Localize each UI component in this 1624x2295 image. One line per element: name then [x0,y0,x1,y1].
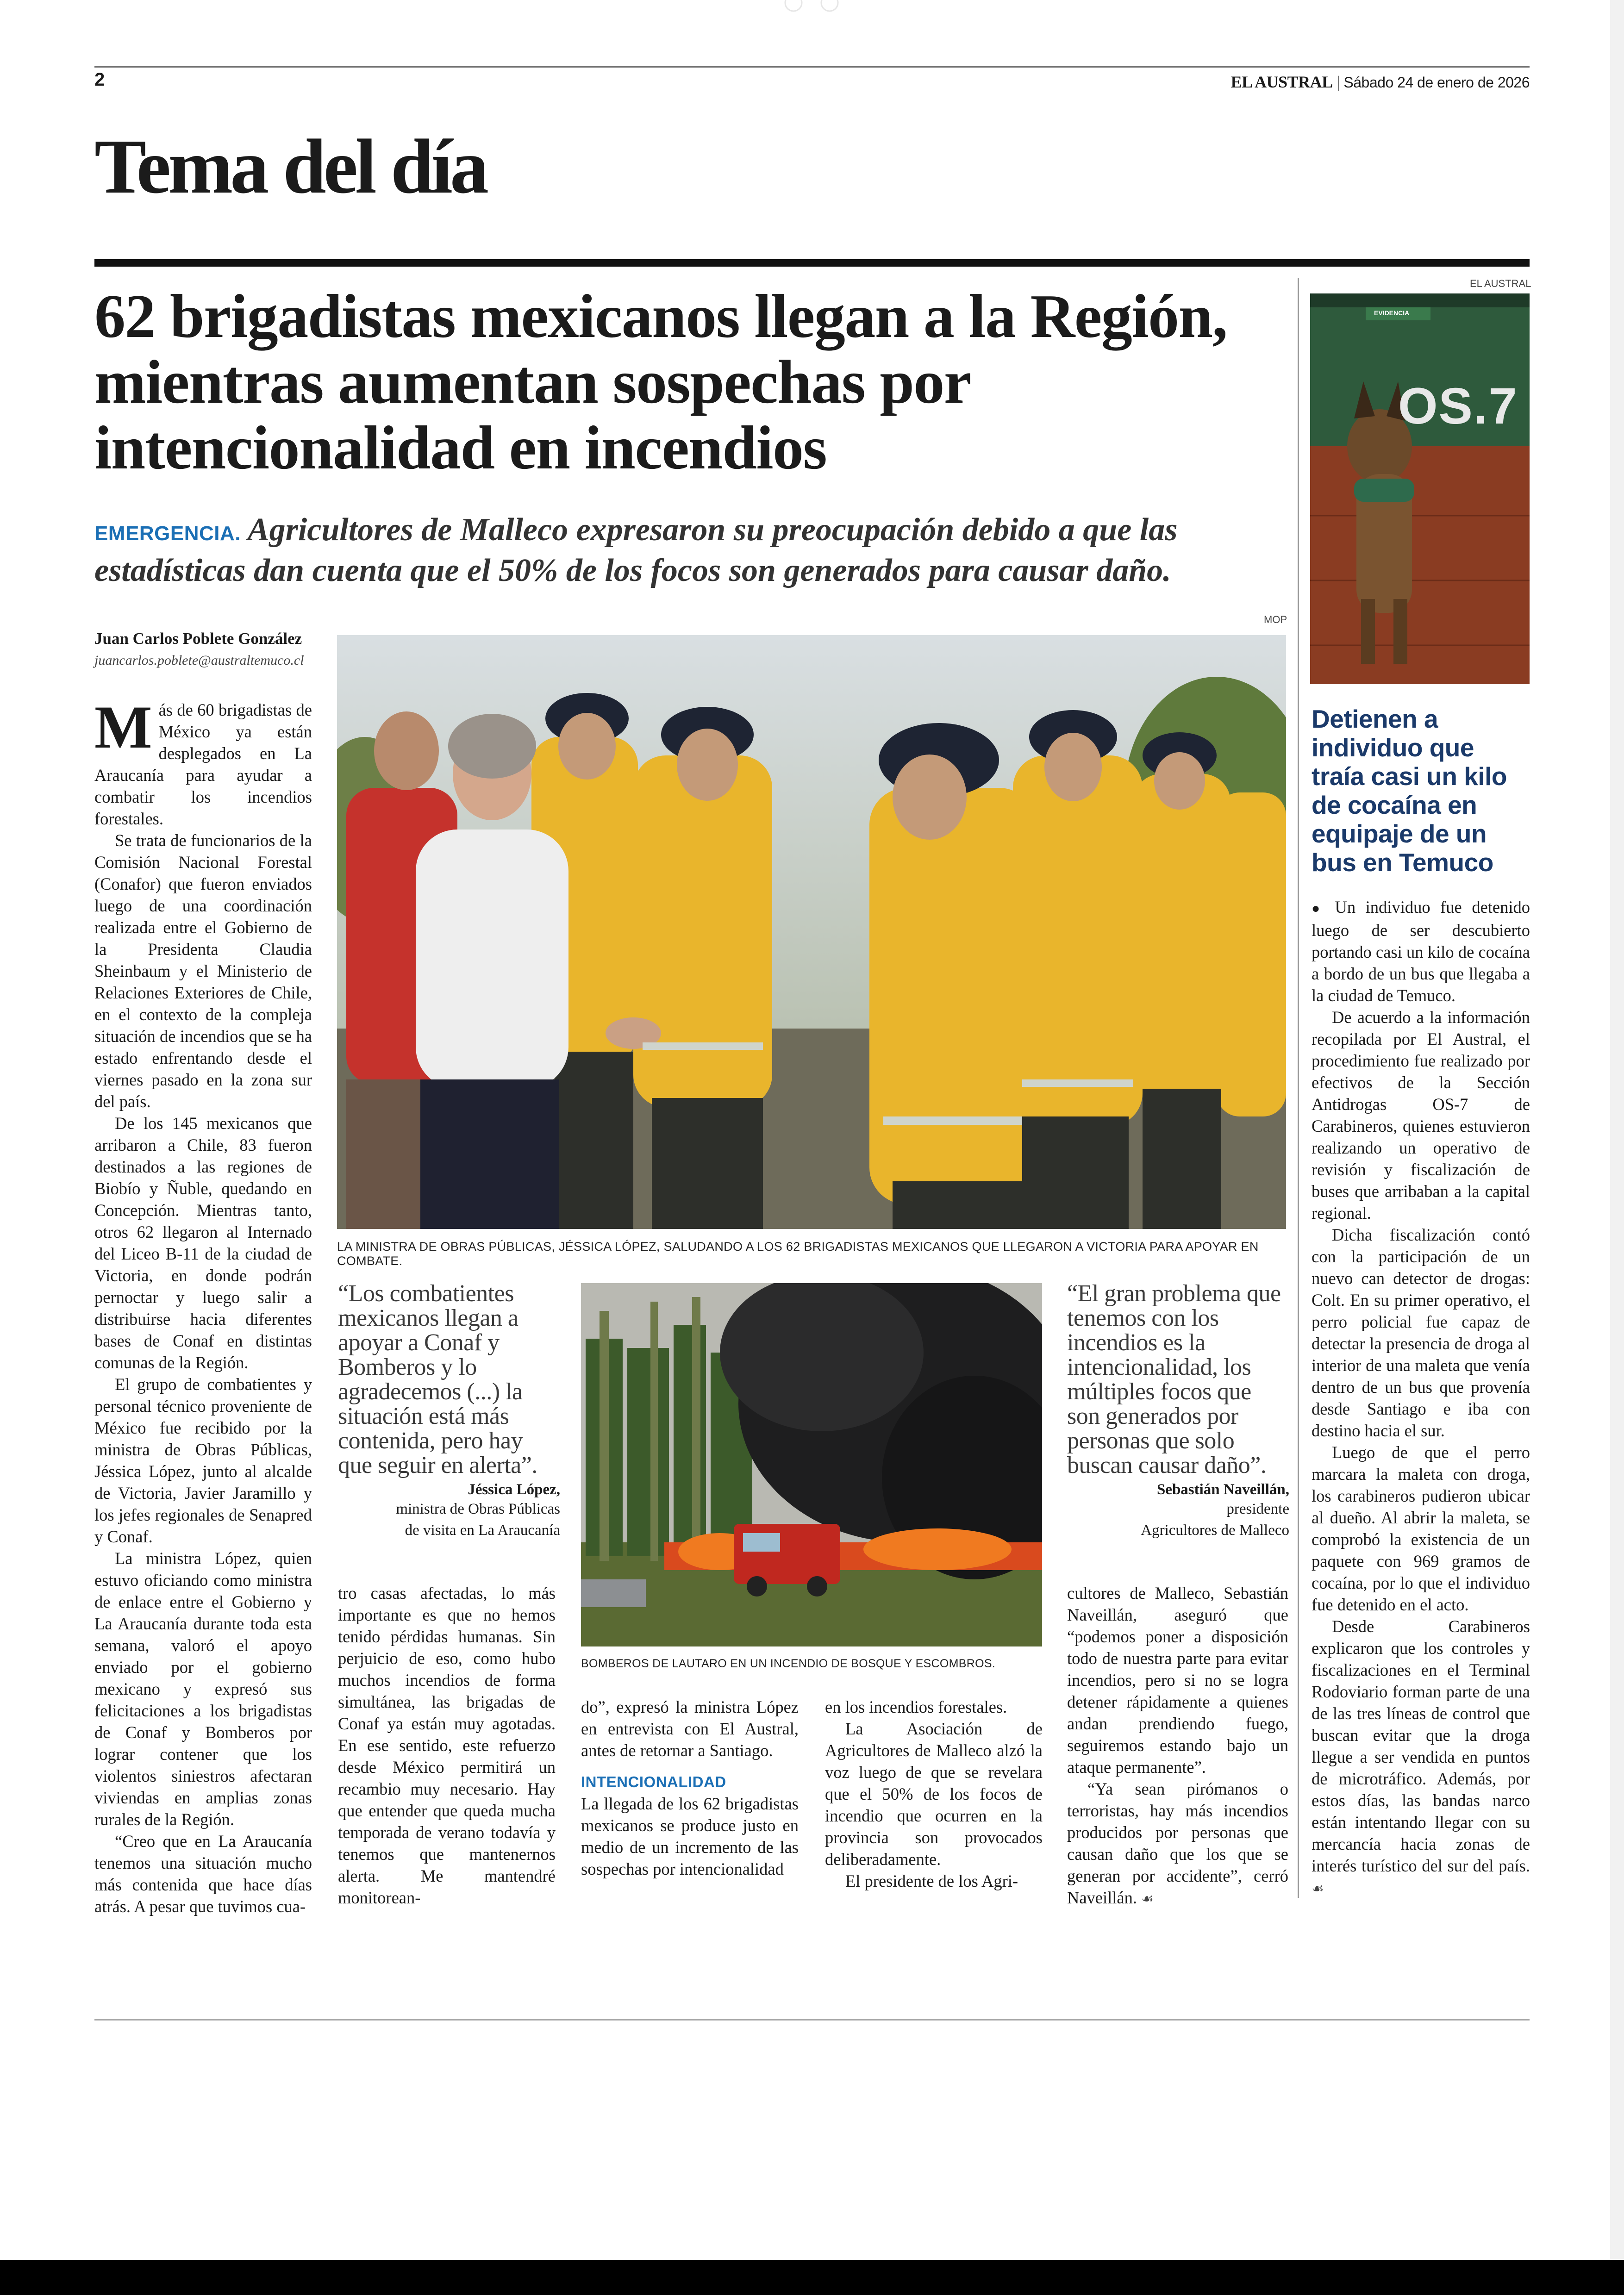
col4-paragraph-3: El presidente de los Agri- [845,1871,1018,1890]
section-title: Tema del día [94,124,486,210]
fire-photo-caption: BOMBEROS DE LAUTARO EN UN INCENDIO DE BOSQUE Y ESCOMBROS. [581,1657,996,1670]
col1-paragraph-6: “Creo que en La Araucanía tenemos una situación mucho más contenida que hace días atrás. A pesar que tuvimos cua- [94,1832,312,1916]
photo-credit: MOP [1264,614,1287,625]
col1-paragraph-4: El grupo de combatientes y personal técnico proveniente de México fue recibido por la ministra de Obras Públicas, Jéssica López, junto al alcalde de Victoria, Javier Jaramillo y los jefes regionales de Senapred y Conaf. [94,1375,312,1546]
col5-paragraph-2 [1067,1778,1288,1910]
col5-paragraph-1: cultores de Malleco, Sebastián Naveillán, aseguró que “podemos poner a disposición todo de nuestra parte para evitar incendios, pero si no se logra detener rápidamente a quienes andan prendiendo fuego, seguiremos estando bajo un ataque permanente”. [1067,1584,1288,1777]
header-top-rule [94,66,1530,68]
column-5 [1067,1582,1288,1910]
subhead-intencionalidad: INTENCIONALIDAD [581,1773,726,1790]
quote-1-role-2: de visita en La Araucanía [405,1522,560,1539]
deck-text: Agricultores de Malleco expresaron su preocupación debido a que las estadísticas dan cuenta que el 50% de los focos son generados para causar daño. [94,512,1178,588]
col4-paragraph-1: en los incendios forestales. [825,1697,1007,1716]
header-separator: | [1332,73,1344,91]
col1-text-1: ás de 60 brigadistas de México ya están desplegados en La Araucanía para ayudar a combatir los incendios forestales. [94,700,312,828]
col1-paragraph-3: De los 145 mexicanos que arribaron a Chile, 83 fueron destinados a las regiones de Biobío y Ñuble, quedando en Concepción. Mientras tanto, otros 62 llegaron al Internado del Liceo B-11 de la ciudad de Victoria, en donde podrán pernoctar y luego salir a distribuirse hacia diferentes bases de Conaf en distintas comunas de la Región. [94,1114,312,1372]
quote-2-role-1: presidente [1226,1501,1289,1517]
bottom-rule [94,2019,1530,2021]
side-paragraph-5 [1312,1615,1530,1900]
sidebar-divider [1298,278,1299,1898]
bottom-black-bar [0,2260,1624,2295]
pull-quote-1 [338,1281,560,1541]
side-paragraph-2: De acuerdo a la información recopilada por El Austral, el procedimiento fue realizado por efectivos de la Sección Antidrogas OS-7 de Carabineros, quienes estuvieron realizando un operativo de revisión y fiscalización de buses que arribaban a la capital regional. [1312,1008,1530,1222]
side-text-1: Un individuo fue detenido luego de ser descubierto portando casi un kilo de cocaína a bordo de un bus que llegaba a la ciudad de Temuco. [1312,898,1530,1005]
deck [94,511,1298,589]
drop-cap: M [94,693,152,761]
col2-paragraph-1: tro casas afectadas, lo más importante es que no hemos tenido pérdidas humanas. Sin perjuicio de eso, como hubo muchos incendios de forma simultánea, las brigadas de Conaf ya están muy agotadas. En ese sentido, este refuerzo desde México permitirá un recambio muy necesario. Hay que entender que queda mucha temporada de verano todavía y tenemos que mantenernos alerta. Me mantendré monitorean- [338,1584,556,1907]
col1-paragraph-1 [94,693,312,829]
side-text-5: Desde Carabineros explicaron que los controles y fiscalizaciones en el Terminal Rodoviario forman parte de una de las tres líneas de control que buscan evitar que la droga llegue a ser vendida en puntos de microtráfico. Además, por estos días, las bandas narco están intentando llegar con su mercancía hacia zonas de interés turístico del sur del país. [1312,1617,1530,1875]
page-date: Sábado 24 de enero de 2026 [1343,74,1530,91]
col1-paragraph-2: Se trata de funcionarios de la Comisión Nacional Forestal (Conafor) que fueron enviados luego de una coordinación realizada entre el Gobierno de la Presidenta Claudia Sheinbaum y el Ministerio de Relaciones Exteriores de Chile, en el contexto de la compleja situación de incendios que se ha estado enfrentando desde el viernes pasado en la zona sur del país. [94,831,312,1111]
bullet-icon: ● [1312,901,1335,916]
page-nav-dots [784,0,840,13]
column-4 [825,1696,1043,1892]
side-paragraph-4: Luego de que el perro marcara la maleta con droga, los carabineros pudieron ubicar al dueño. Al abrir la maleta, se comprobó la existencia de un paquete con 969 gramos de cocaína, por lo que el individuo fue detenido en el acto. [1312,1443,1530,1614]
main-photo [337,635,1286,1229]
column-2 [338,1582,556,1908]
quote-2-role-2: Agricultores de Malleco [1141,1522,1289,1539]
side-paragraph-1 [1312,896,1530,1006]
main-photo-caption: LA MINISTRA DE OBRAS PÚBLICAS, JÉSSICA LÓPEZ, SALUDANDO A LOS 62 BRIGADISTAS MEXICANOS QUE LLEGARON A VICTORIA PARA APOYAR EN COMBATE. [337,1240,1259,1268]
section-rule [94,259,1530,267]
col5-text-2: “Ya sean pirómanos o terroristas, hay más incendios producidos por personas que causan daño que los que se generan por accidente”, cerró Naveillán. [1067,1779,1288,1907]
column-3 [581,1696,799,1880]
side-headline: Detienen a individuo que traía casi un kilo de cocaína en equipaje de un bus en Temuco [1312,705,1507,877]
quote-1-name: Jéssica López, [468,1481,560,1498]
byline-name: Juan Carlos Poblete González [94,630,302,648]
pull-quote-2 [1067,1281,1289,1541]
page-number: 2 [94,69,105,90]
side-end-mark-icon: ☙ [1312,1881,1324,1896]
end-mark-icon: ☙ [1141,1891,1154,1907]
fire-photo [581,1283,1042,1646]
kicker: EMERGENCIA. [94,522,241,545]
col4-paragraph-2: La Asociación de Agricultores de Malleco alzó la voz luego de que se revelara que el 50% de los focos de incendio que ocurren en la provincia son provocados deliberadamente. [825,1719,1043,1869]
masthead: EL AUSTRAL [1230,73,1333,91]
main-headline: 62 brigadistas mexicanos llegan a la Región, mientras aumentan sospechas por intencionalidad en incendios [94,282,1227,482]
byline-email: juancarlos.poblete@australtemuco.cl [94,653,304,668]
col3-paragraph-2: La llegada de los 62 brigadistas mexicanos se produce justo en medio de un incremento de las sospechas por intencionalidad [581,1794,799,1878]
side-column [1312,896,1530,1900]
column-1 [94,693,312,1917]
side-photo-label: EVIDENCIA [1374,309,1410,317]
page-edge-right [1610,0,1624,2295]
quote-1-role-1: ministra de Obras Públicas [396,1501,560,1517]
header-meta [1231,72,1530,92]
side-paragraph-3: Dicha fiscalización contó con la participación de un nuevo can detector de drogas: Colt. En su primer operativo, el perro policial fue capaz de detectar la presencia de droga al interior de una maleta que venía dentro de un bus que provenía desde Santiago e iba con destino hacia el sur. [1312,1225,1530,1440]
side-photo-credit: EL AUSTRAL [1470,278,1531,289]
side-photo-sign: OS.7 [1398,378,1518,435]
quote-2-text: “El gran problema que tenemos con los incendios es la intencionalidad, los múltiples focos que son generados por personas que solo buscan causar daño”. [1067,1280,1281,1478]
quote-2-name: Sebastián Naveillán, [1156,1481,1289,1498]
col3-paragraph-1: do”, expresó la ministra López en entrevista con El Austral, antes de retornar a Santiago. [581,1697,799,1760]
quote-1-text: “Los combatientes mexicanos llegan a apoyar a Conaf y Bomberos y lo agradecemos (...) la situación está más contenida, pero hay que seguir en alerta”. [338,1280,537,1478]
side-photo [1310,293,1530,684]
col1-paragraph-5: La ministra López, quien estuvo oficiando como ministra de enlace entre el Gobierno y La Araucanía durante toda esta semana, valoró el apoyo enviado por el gobierno mexicano y expresó sus felicitaciones a los brigadistas de Conaf y Bomberos por lograr contener que los violentos siniestros afectaran viviendas en amplias zonas rurales de la Región. [94,1549,312,1829]
